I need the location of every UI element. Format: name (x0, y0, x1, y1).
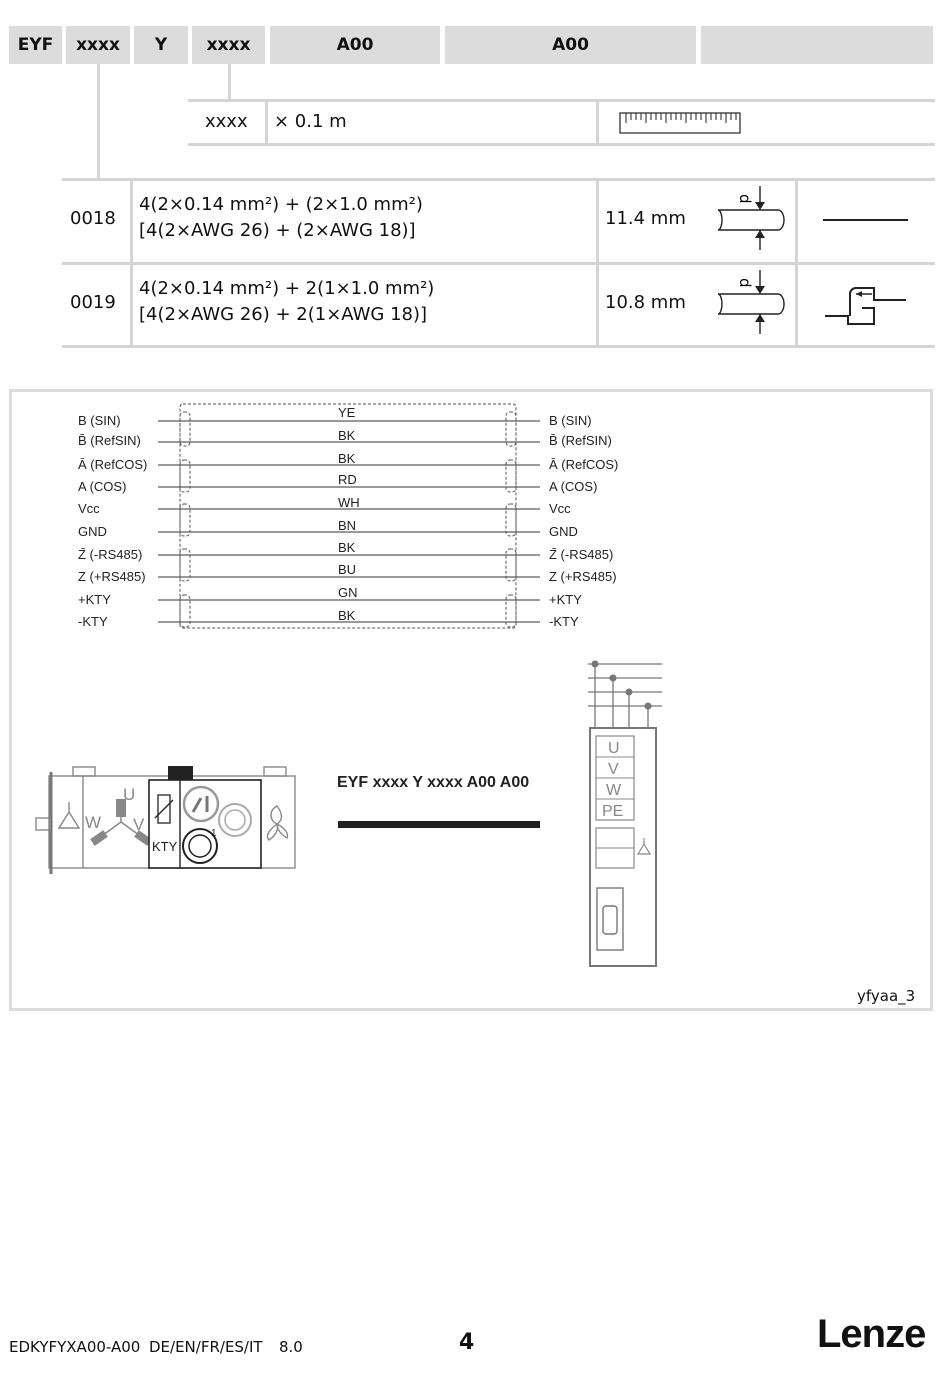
cable-diameter-icon (712, 184, 792, 254)
signal-label: Z̄ (-RS485) (78, 547, 143, 562)
code-segment-version-1: A00 (270, 26, 440, 64)
wire-colour: BK (338, 540, 356, 555)
signal-label: B (SIN) (549, 413, 592, 428)
wire-colour: BK (338, 451, 356, 466)
cable-diameter-icon (712, 268, 792, 338)
code-segment-length-1: xxxx (66, 26, 130, 64)
table-rule (62, 178, 935, 181)
signal-label: -KTY (78, 614, 108, 629)
signal-label: GND (549, 524, 578, 539)
page-number: 4 (459, 1330, 475, 1355)
terminal-w-label: W (606, 782, 622, 799)
signal-label: Z (+RS485) (78, 569, 146, 584)
code-segment-length-2: xxxx (192, 26, 265, 64)
code-segment-type: Y (134, 26, 188, 64)
wire-colour: BK (338, 428, 356, 443)
wire-colour: BU (338, 562, 357, 577)
length-row-top-rule (188, 99, 935, 102)
signal-label: -KTY (549, 614, 579, 629)
straight-line-icon (820, 210, 912, 230)
drive-module-illustration (582, 656, 668, 972)
diameter-label: d (736, 194, 754, 204)
wire-colour: WH (338, 495, 360, 510)
length-row-divider (265, 99, 268, 146)
signal-label: B̄ (RefSIN) (78, 433, 141, 448)
wire-colour: BN (338, 518, 357, 533)
cable-type-label: EYF xxxx Y xxxx A00 A00 (337, 774, 530, 791)
terminal-u-label: U (608, 740, 620, 757)
table-rule (62, 345, 935, 348)
signal-label: B (SIN) (78, 413, 121, 428)
table-divider (596, 178, 599, 348)
signal-label: +KTY (78, 592, 111, 607)
connector-line-length (97, 64, 100, 179)
wire-colour: BK (338, 608, 356, 623)
cable-diameter: 11.4 mm (605, 208, 686, 229)
code-segment-version-2: A00 (445, 26, 696, 64)
code-segment-series: EYF (9, 26, 62, 64)
wire-colour: RD (338, 472, 357, 487)
table-rule (62, 262, 935, 265)
cable-spec-metric: 4(2×0.14 mm²) + (2×1.0 mm²) (139, 194, 423, 215)
wire-colour: GN (338, 585, 358, 600)
footer-doc-code: EDKYFYXA00-A00 (9, 1338, 141, 1356)
wire-colour: YE (338, 405, 356, 420)
cable-code: 0019 (70, 292, 116, 313)
signal-label: B̄ (RefSIN) (549, 433, 612, 448)
cable-symbol-line (338, 821, 540, 828)
length-row-bottom-rule (188, 143, 935, 146)
connector-symbol-icon (822, 280, 910, 330)
table-divider (795, 178, 798, 348)
ruler-icon (618, 111, 744, 137)
motor-illustration (33, 762, 299, 878)
footer-version: 8.0 (279, 1338, 303, 1356)
footer-languages: DE/EN/FR/ES/IT (149, 1338, 263, 1356)
terminal-v-label: V (608, 761, 619, 778)
cable-spec-metric: 4(2×0.14 mm²) + 2(1×1.0 mm²) (139, 278, 435, 299)
pin-label: 1 (211, 828, 217, 839)
code-segment-blank (701, 26, 933, 64)
cable-code: 0018 (70, 208, 116, 229)
signal-label: +KTY (549, 592, 582, 607)
length-unit: × 0.1 m (274, 111, 347, 132)
wire-bundle (150, 398, 550, 634)
signal-label: A (COS) (549, 479, 598, 494)
phase-w-label: W (85, 813, 102, 832)
table-divider (130, 178, 133, 348)
brand-logo: Lenze (817, 1312, 926, 1356)
cable-spec-awg: [4(2×AWG 26) + (2×AWG 18)] (139, 220, 416, 241)
diameter-label: d (736, 278, 754, 288)
phase-u-label: U (123, 785, 136, 804)
phase-v-label: V (133, 815, 145, 834)
signal-label: Ā (RefCOS) (549, 457, 619, 472)
cable-spec-awg: [4(2×AWG 26) + 2(1×AWG 18)] (139, 304, 428, 325)
length-row-divider (596, 99, 599, 146)
signal-label: Ā (RefCOS) (78, 457, 148, 472)
signal-label: Z (+RS485) (549, 569, 617, 584)
kty-label: KTY (152, 839, 178, 854)
signal-label: Vcc (78, 501, 100, 516)
cable-diameter: 10.8 mm (605, 292, 686, 313)
signal-label: Z̄ (-RS485) (549, 547, 614, 562)
terminal-pe-label: PE (602, 803, 624, 820)
connector-line-type (228, 64, 231, 100)
signal-label: GND (78, 524, 107, 539)
length-code: xxxx (205, 111, 248, 132)
signal-label: Vcc (549, 501, 571, 516)
signal-label: A (COS) (78, 479, 127, 494)
figure-id: yfyaa_3 (857, 987, 916, 1005)
